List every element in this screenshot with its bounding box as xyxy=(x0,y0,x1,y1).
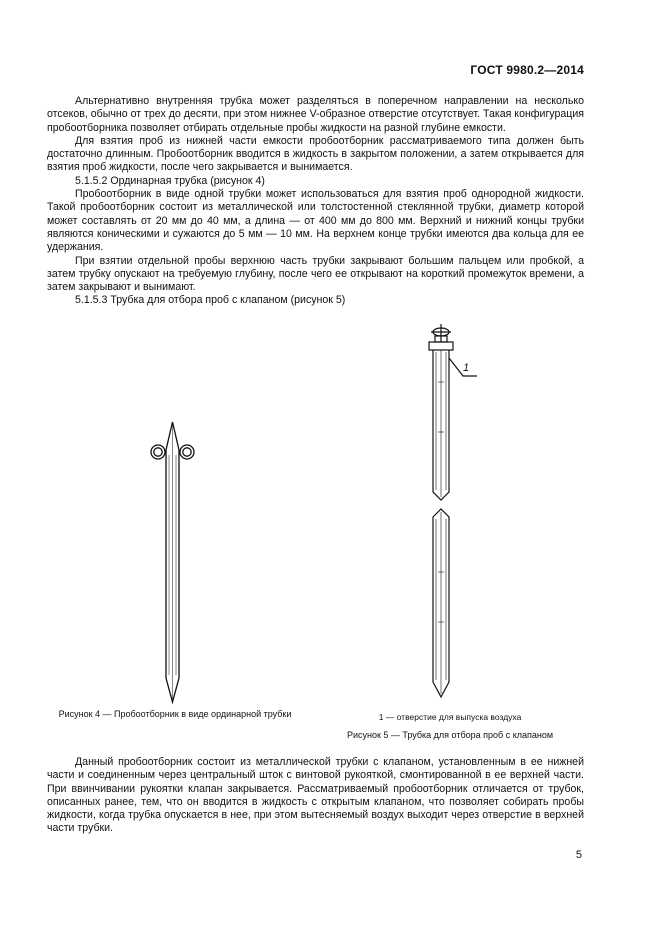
valve-tube-drawing xyxy=(395,322,505,704)
figure-4-single-tube xyxy=(120,420,240,710)
callout-label-1: 1 xyxy=(463,362,470,374)
body-text-bottom xyxy=(47,756,584,836)
paragraph: Альтернативно внутренняя трубка может разделяться в поперечном направлении на несколько отсеков, обычно от трех до десяти, при этом нижнее V-образное отверстие отсутствует. Такая конфигурация пробоотборника позволяет отбирать отдельные пробы жидкости на разной глубине емкости. xyxy=(47,95,584,134)
figure-5-legend: 1 — отверстие для выпуска воздуха xyxy=(378,712,522,722)
section-heading: 5.1.5.2 Ординарная трубка (рисунок 4) xyxy=(75,174,265,187)
paragraph: Для взятия проб из нижней части емкости пробоотборник рассматриваемого типа должен быть достаточно длинным. Пробоотборник вводится в жидкость в закрытом положении, а затем открывается для взятия проб жидкости, после чего закрывается и вынимается. xyxy=(47,134,584,174)
page-number: 5 xyxy=(575,849,582,861)
section-heading: 5.1.5.3 Трубка для отбора проб с клапаном (рисунок 5) xyxy=(75,294,346,307)
document-code: ГОСТ 9980.2—2014 xyxy=(470,63,584,77)
paragraph: При взятии отдельной пробы верхнюю часть трубки закрывают большим пальцем или пробкой, а затем трубку опускают на требуемую глубину, после чего ее открывают на короткий промежуток времени, а затем закрывают и вынимают. xyxy=(47,254,584,294)
figure-5-caption: Рисунок 5 — Трубка для отбора проб с клапаном xyxy=(346,730,554,740)
body-text-top xyxy=(47,95,584,308)
paragraph: Пробоотборник в виде одной трубки может использоваться для взятия проб однородной жидкости. Такой пробоотборник состоит из металлической или толстостенной стеклянной трубки, диаметр которой может составлять от 20 мм до 40 мм, а длина — от 400 мм до 800 мм. Верхний и нижний концы трубки являются коническими и сужаются до 5 мм — 10 мм. На верхнем конце трубки имеются два кольца для ее удержания. xyxy=(47,188,584,254)
paragraph: Данный пробоотборник состоит из металлической трубки с клапаном, установленным в ее нижней части и соединенным через центральный шток с винтовой рукояткой, смонтированной в ее верхней части. При ввинчивании рукоятки клапан закрывается. Рассматриваемый пробоотборник отличается от трубок, описанных ранее, тем, что он вводится в жидкость с открытым клапаном, что позволяет собирать пробы жидкости, когда трубка опускается в нее, при этом вытесняемый воздух выходит через отверстие в верхней части трубки. xyxy=(47,756,584,835)
figure-4-caption: Рисунок 4 — Пробоотборник в виде ординарной трубки xyxy=(58,709,292,719)
figure-5-valve-tube xyxy=(395,322,505,704)
single-tube-drawing xyxy=(120,420,240,710)
